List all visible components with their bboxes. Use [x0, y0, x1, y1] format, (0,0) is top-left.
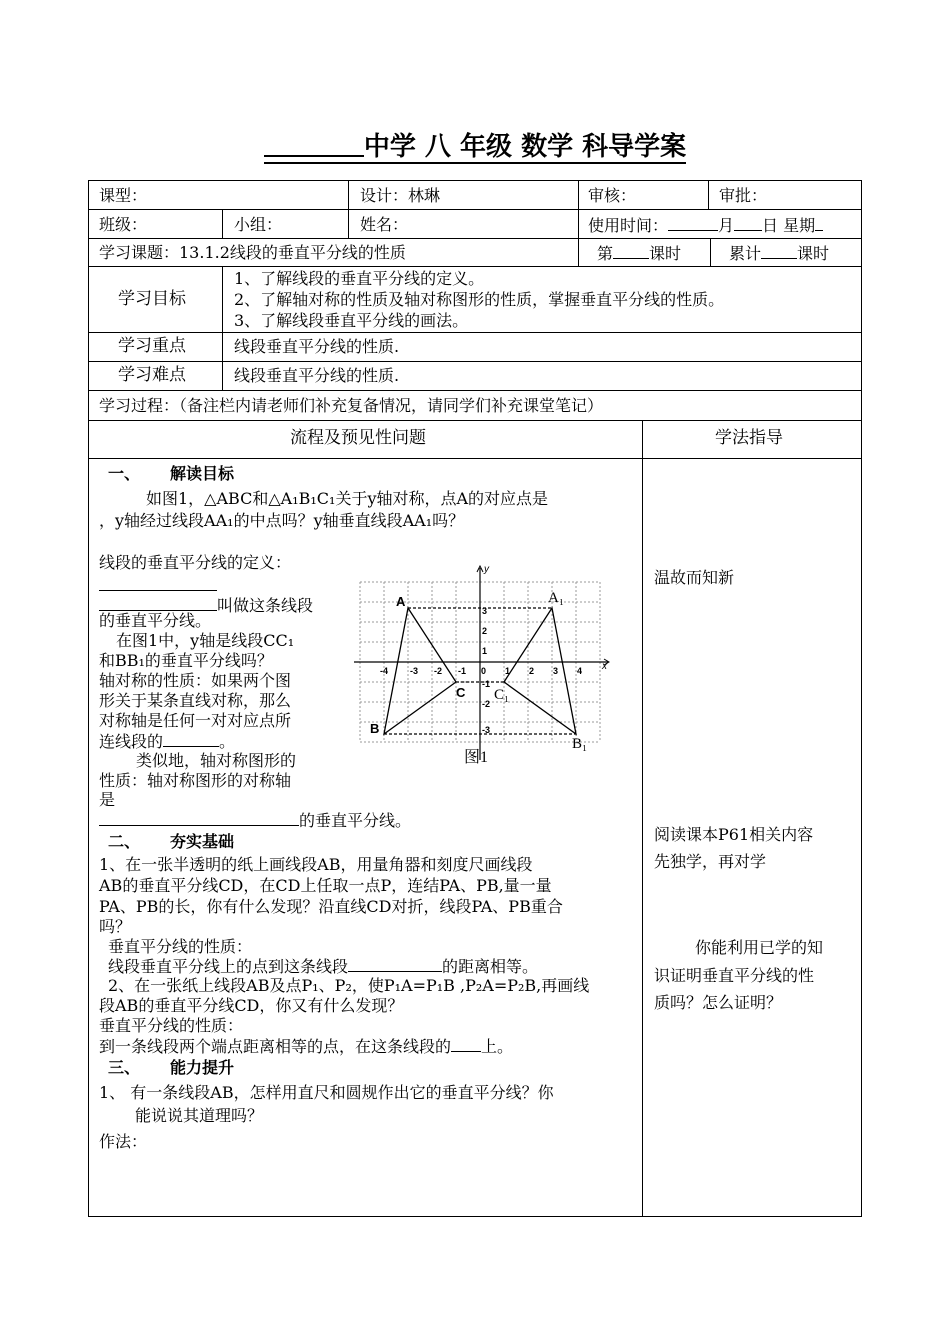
sec2-text: 线段垂直平分线上的点到这条线段 的距离相等。 [108, 957, 539, 976]
similar-text: 类似地，轴对称图形的 [136, 751, 297, 770]
sec1-paragraph: 如图1，△ABC和△A₁B₁C₁关于y轴对称，点A的对应点是 [146, 489, 549, 508]
guide-column-header: 学法指导 [715, 428, 783, 448]
axial-property-text: 形关于某条直线对称，那么 [99, 691, 292, 710]
y-axis-label: y [484, 564, 489, 575]
definition-blank-2[interactable] [99, 593, 217, 611]
topic-label: 学习课题：13.1.2线段的垂直平分线的性质 [99, 243, 406, 262]
difficulty-text: 线段垂直平分线的性质. [234, 366, 400, 385]
point-a1-label: A₁ [548, 590, 565, 606]
x-axis-label: x [602, 661, 607, 672]
goal-item: 2、了解轴对称的性质及轴对称图形的性质，掌握垂直平分线的性质。 [234, 290, 725, 309]
guide-note: 先独学，再对学 [654, 852, 767, 871]
x-tick-label: -2 [434, 666, 443, 676]
axial-property-text: 连线段的 。 [99, 732, 236, 751]
x-tick-label: 2 [529, 666, 535, 676]
sec2-text: PA、PB的长，你有什么发现？沿直线CD对折，线段PA、PB重合 [99, 897, 563, 916]
y-tick-label: -1 [482, 679, 491, 689]
x-tick-label: -3 [410, 666, 419, 676]
question-text: 在图1中，y轴是线段CC₁ [116, 631, 295, 650]
focus-text: 线段垂直平分线的性质. [234, 337, 400, 356]
x-tick-label: 3 [553, 666, 559, 676]
similar-text: 是 [99, 790, 116, 809]
section-2-heading: 二、 夯实基础 [108, 832, 235, 851]
axial-property-text: 轴对称的性质：如果两个图 [99, 671, 292, 690]
sec2-text: 垂直平分线的性质： [99, 1016, 244, 1035]
difficulty-label: 学习难点 [118, 365, 186, 385]
point-c1-label: C₁ [494, 687, 510, 703]
class-label: 班级： [99, 215, 148, 234]
definition-blank[interactable] [99, 573, 217, 595]
course-type-label: 课型： [99, 186, 148, 205]
group-label: 小组： [234, 215, 283, 234]
guide-note: 你能利用已学的知 [695, 938, 824, 957]
definition-line: 的垂直平分线。 [99, 611, 212, 630]
definition-line: 叫做这条线段 [99, 593, 313, 615]
goal-item: 3、了解线段垂直平分线的画法。 [234, 311, 469, 330]
designer-label: 设计：林琳 [360, 186, 441, 205]
sec2-text: 2、在一张纸上线段AB及点P₁、P₂，使P₁A=P₁B ,P₂A=P₂B,再画线 [108, 976, 590, 995]
sec3-text: 作法： [99, 1132, 148, 1151]
y-tick-label: 1 [482, 646, 488, 656]
sec2-text: 到一条线段两个端点距离相等的点，在这条线段的 上。 [99, 1037, 514, 1056]
answer-blank[interactable] [348, 956, 442, 972]
focus-label: 学习重点 [118, 336, 186, 356]
school-blank[interactable] [264, 135, 364, 157]
point-a-label: A [396, 594, 406, 609]
goals-label: 学习目标 [118, 289, 186, 309]
sec2-text: 垂直平分线的性质： [108, 937, 253, 956]
x-tick-label: 4 [577, 666, 583, 676]
sec2-text: 吗？ [99, 917, 132, 936]
period-field: 第 课时 [597, 244, 682, 263]
use-time-field: 使用时间： 月 日 星期 [588, 215, 823, 235]
similar-text: 的垂直平分线。 [99, 810, 411, 830]
page-title: 中学 八 年级 数学 科导学案 [0, 126, 950, 163]
flow-column-header: 流程及预见性问题 [290, 428, 426, 448]
approver-label: 审批： [719, 186, 768, 205]
x-tick-label: -1 [458, 666, 467, 676]
name-label: 姓名： [360, 215, 409, 234]
guide-note: 识证明垂直平分线的性 [654, 966, 815, 985]
question-text: 和BB₁的垂直平分线吗？ [99, 651, 273, 670]
sec3-text: 1、 有一条线段AB，怎样用直尺和圆规作出它的垂直平分线？你 [99, 1083, 554, 1102]
y-tick-label: -3 [482, 725, 491, 735]
sec2-text: AB的垂直平分线CD，在CD上任取一点P，连结PA、PB,量一量 [99, 876, 552, 895]
guide-note: 阅读课本P61相关内容 [654, 825, 814, 844]
answer-blank[interactable] [163, 731, 219, 747]
y-tick-label: 3 [482, 606, 488, 616]
axial-property-text: 对称轴是任何一对对应点所 [99, 711, 292, 730]
guide-note: 温故而知新 [654, 568, 735, 587]
sec2-text: 段AB的垂直平分线CD，你又有什么发现？ [99, 996, 404, 1015]
guide-note: 质吗？怎么证明？ [654, 993, 783, 1012]
y-tick-label: 2 [482, 626, 488, 636]
similar-text: 性质：轴对称图形的对称轴 [99, 771, 292, 790]
total-field: 累计 课时 [729, 244, 830, 263]
section-1-heading: 一、 解读目标 [108, 464, 235, 483]
sec3-text: 能说说其道理吗？ [135, 1106, 264, 1125]
y-tick-label: -2 [482, 699, 491, 709]
x-tick-label: 1 [505, 666, 511, 676]
x-tick-label: 0 [481, 666, 487, 676]
sec1-paragraph: ，y轴经过线段AA₁的中点吗？y轴垂直线段AA₁吗？ [99, 511, 465, 530]
reviewer-label: 审核： [588, 186, 637, 205]
goal-item: 1、了解线段的垂直平分线的定义。 [234, 269, 485, 288]
figure-1 [352, 562, 614, 767]
process-label: 学习过程：（备注栏内请老师们补充复备情况，请同学们补充课堂笔记） [99, 396, 604, 415]
point-b-label: B [370, 721, 380, 736]
figure-caption: 图1 [464, 749, 489, 766]
answer-blank[interactable] [451, 1036, 481, 1052]
x-tick-label: -4 [380, 666, 389, 676]
section-3-heading: 三、 能力提升 [108, 1058, 235, 1077]
point-b1-label: B₁ [572, 736, 588, 752]
answer-blank[interactable] [99, 810, 299, 826]
definition-prompt: 线段的垂直平分线的定义： [99, 553, 292, 572]
point-c-label: C [456, 685, 466, 700]
sec2-text: 1、在一张半透明的纸上画线段AB，用量角器和刻度尺画线段 [99, 855, 533, 874]
